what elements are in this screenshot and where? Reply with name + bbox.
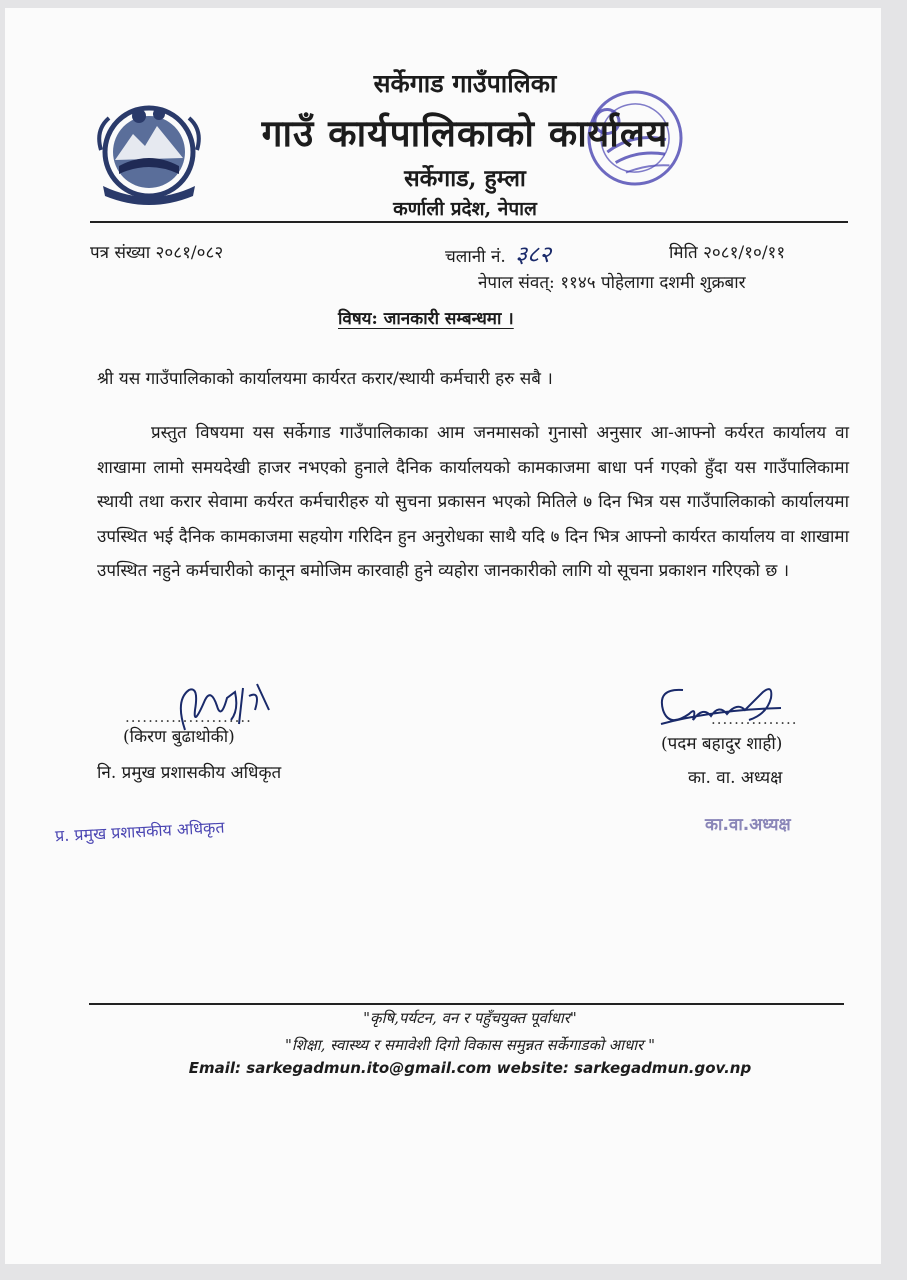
footer-contact: Email: sarkegadmun.ito@gmail.com website: sarkegadmun.gov.np bbox=[188, 1059, 752, 1077]
footer-divider bbox=[89, 1003, 844, 1005]
dispatch-number-value: ३८२ bbox=[515, 242, 552, 268]
left-signature-line: ...................... bbox=[125, 708, 252, 726]
office-name: गाउँ कार्यपालिकाको कार्यालय bbox=[261, 111, 669, 155]
letter-date: मिति २०८१/१०/११ bbox=[669, 243, 786, 263]
footer-motto-2: "शिक्षा, स्वास्थ्य र समावेशी दिगो विकास समुन्नत सर्केगाडको आधार " bbox=[284, 1036, 655, 1054]
right-signatory-title: का. वा. अध्यक्ष bbox=[688, 768, 783, 788]
dispatch-number bbox=[445, 237, 551, 269]
letter-addressee: श्री यस गाउँपालिकाको कार्यालयमा कार्यरत करार/स्थायी कर्मचारी हरु सबै । bbox=[97, 369, 553, 389]
right-signatory-name: (पदम बहादुर शाही) bbox=[661, 734, 783, 754]
province-country: कर्णाली प्रदेश, नेपाल bbox=[393, 198, 537, 220]
letter-sheet bbox=[5, 8, 881, 1264]
left-signatory-name: (किरण बुढाथोकी) bbox=[123, 727, 235, 747]
right-designation-stamp: का.वा.अध्यक्ष bbox=[705, 815, 791, 835]
left-designation-stamp: प्र. प्रमुख प्रशासकीय अधिकृत bbox=[54, 817, 225, 846]
nepal-samvat-date: नेपाल संवत्: ११४५ पोहेलागा दशमी शुक्रबार bbox=[478, 273, 746, 293]
dispatch-label: चलानी नं. bbox=[445, 247, 506, 267]
letter-reference-number: पत्र संख्या २०८१/०८२ bbox=[90, 243, 224, 263]
letter-body: प्रस्तुत विषयमा यस सर्केगाड गाउँपालिकाका आम जनमासको गुनासो अनुसार आ-आफ्नो कर्यरत कार्यालय वा शाखामा लामो समयदेखी हाजर नभएको हुनाले दैनिक कार्यालयको कामकाजमा बाधा पर्न गएको हुँदा यस गाउँपालिकामा स्थायी तथा करार सेवामा कर्यरत कर्मचारीहरु यो सुचना प्रकासन भएको मितिले ७ दिन भित्र यस गाउँपालिकाको कार्यालयमा उपस्थित भई दैनिक कामकाजमा सहयोग गरिदिन हुन अनुरोधका साथै यदि ७ दिन भित्र आफ्नो कार्यरत कार्यालय वा शाखामा उपस्थित नहुने कर्मचारीको कानून बमोजिम कारवाही हुने व्यहोरा जानकारीको लागि यो सूचना प्रकाशन गरिएको छ । bbox=[97, 423, 849, 581]
municipality-name: सर्केगाड गाउँपालिका bbox=[373, 69, 557, 98]
office-location: सर्केगाड, हुम्ला bbox=[404, 165, 526, 192]
header-divider bbox=[90, 221, 848, 223]
left-signatory-title: नि. प्रमुख प्रशासकीय अधिकृत bbox=[97, 763, 282, 783]
nepal-emblem-icon bbox=[93, 100, 205, 208]
right-signature-line: ............... bbox=[711, 710, 798, 728]
footer-motto-1: "कृषि,पर्यटन, वन र पहुँचयुक्त पूर्वाधार" bbox=[363, 1009, 577, 1027]
letter-subject: विषय: जानकारी सम्बन्धमा । bbox=[338, 309, 514, 329]
